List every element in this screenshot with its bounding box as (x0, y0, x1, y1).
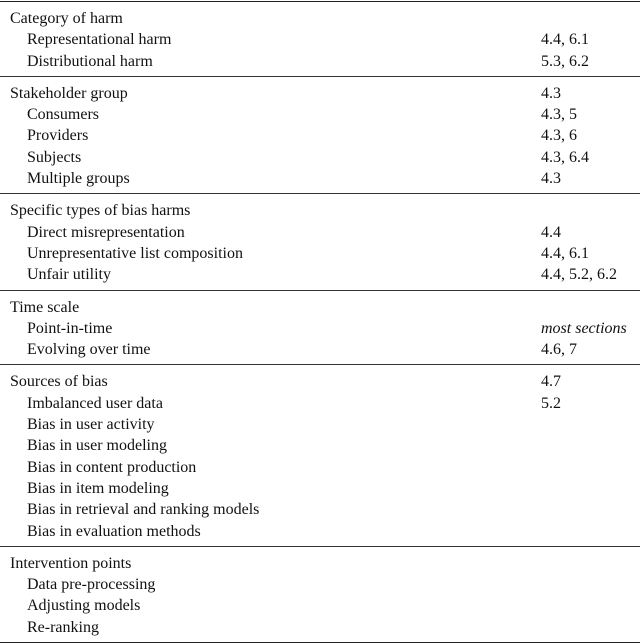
section-heading-label: Specific types of bias harms (10, 202, 191, 220)
section-reference (541, 297, 640, 318)
item-label: Providers (27, 127, 89, 145)
item-reference (541, 617, 640, 638)
item-label: Adjusting models (27, 597, 141, 615)
item-label: Bias in item modeling (27, 479, 169, 497)
table-row (0, 521, 640, 542)
table-row (0, 478, 640, 499)
table-row (0, 104, 640, 125)
section-heading-row (0, 83, 640, 104)
item-reference (541, 478, 640, 499)
section-heading-row (0, 297, 640, 318)
item-label: Subjects (27, 148, 82, 166)
table-row (0, 617, 640, 638)
table-row (0, 574, 640, 595)
item-reference: most sections (541, 319, 627, 337)
section-reference (541, 8, 640, 29)
item-reference: 4.4, 5.2, 6.2 (541, 266, 617, 284)
table-section (0, 2, 640, 77)
table-section (0, 194, 640, 290)
section-reference (541, 553, 640, 574)
taxonomy-table (0, 1, 640, 643)
table-row (0, 393, 640, 414)
item-reference: 4.3 (541, 170, 561, 188)
table-section (0, 365, 640, 546)
item-label: Representational harm (27, 31, 172, 49)
table-row (0, 243, 640, 264)
table-row (0, 147, 640, 168)
table-row (0, 339, 640, 360)
item-reference: 4.3, 5 (541, 106, 577, 124)
item-reference: 4.3, 6.4 (541, 148, 589, 166)
item-reference: 5.2 (541, 394, 561, 412)
item-reference: 4.6, 7 (541, 341, 577, 359)
item-label: Re-ranking (27, 618, 99, 636)
table-row (0, 222, 640, 243)
table-section (0, 291, 640, 366)
item-reference: 5.3, 6.2 (541, 52, 589, 70)
item-label: Data pre-processing (27, 576, 156, 594)
item-label: Unfair utility (27, 266, 111, 284)
item-reference: 4.3, 6 (541, 127, 577, 145)
item-label: Bias in retrieval and ranking models (27, 501, 260, 519)
item-reference (541, 457, 640, 478)
item-label: Bias in content production (27, 458, 197, 476)
section-heading-row (0, 200, 640, 221)
item-reference: 4.4 (541, 223, 561, 241)
table-row (0, 125, 640, 146)
section-heading-row (0, 553, 640, 574)
section-heading-label: Intervention points (10, 554, 132, 572)
item-label: Unrepresentative list composition (27, 244, 243, 262)
section-heading-label: Category of harm (10, 10, 123, 27)
item-reference (541, 435, 640, 456)
table-row (0, 435, 640, 456)
table-row (0, 168, 640, 189)
item-label: Bias in evaluation methods (27, 522, 201, 540)
item-reference (541, 574, 640, 595)
item-reference: 4.4, 6.1 (541, 244, 589, 262)
item-label: Imbalanced user data (27, 394, 163, 412)
item-label: Evolving over time (27, 341, 151, 359)
item-reference (541, 499, 640, 520)
item-reference (541, 521, 640, 542)
item-reference (541, 595, 640, 616)
section-reference (541, 200, 640, 221)
item-reference: 4.4, 6.1 (541, 31, 589, 49)
section-heading-label: Sources of bias (10, 373, 108, 391)
item-label: Point-in-time (27, 319, 113, 337)
table-section (0, 77, 640, 194)
section-reference: 4.3 (541, 84, 561, 102)
item-label: Bias in user activity (27, 416, 155, 434)
item-label: Consumers (27, 106, 99, 124)
table-row (0, 29, 640, 50)
item-label: Bias in user modeling (27, 437, 167, 455)
table-row (0, 264, 640, 285)
table-section (0, 547, 640, 642)
table-row (0, 51, 640, 72)
table-row (0, 457, 640, 478)
section-reference: 4.7 (541, 373, 561, 391)
section-heading-label: Stakeholder group (10, 84, 128, 102)
item-label: Multiple groups (27, 170, 130, 188)
table-row (0, 414, 640, 435)
section-heading-row (0, 371, 640, 392)
section-heading-label: Time scale (10, 298, 80, 316)
item-label: Distributional harm (27, 52, 153, 70)
item-reference (541, 414, 640, 435)
table-row (0, 318, 640, 339)
item-label: Direct misrepresentation (27, 223, 185, 241)
table-row (0, 499, 640, 520)
section-heading-row (0, 8, 640, 29)
table-row (0, 595, 640, 616)
